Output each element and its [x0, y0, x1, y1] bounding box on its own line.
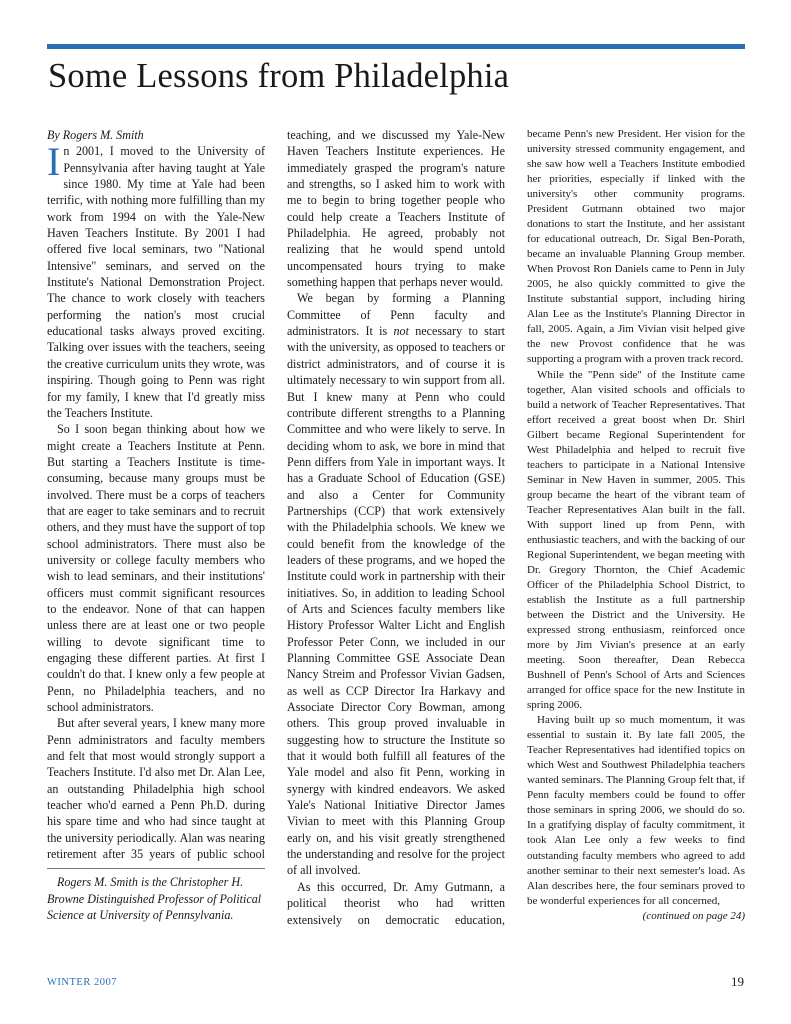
paragraph-6: While the "Penn side" of the Institute came together, Alan visited schools and officials to build a network of Teacher Representatives. That effort received a great boost when Dr. Shirl Gilbert became Regional Superintendent for West Philadelphia and helped to recruit five teachers to participate in a National Intensive Seminar in New Haven in summer, 2005. This group became the heart of the vibrant team of Teacher Representatives Alan built in the fall. With support lined up from Penn, with enthusiastic teachers, and with the backing of our Regional Superintendent, we began meeting with Dr. Gregory Thornton, the Chief Academic Officer of the Philadelphia School District, to establish the Institute as a full partnership between the District and the University. He expressed strong enthusiasm, reinforced once more by Jim Vivian's presence at an early meeting. Soon thereafter, Dean Rebecca Bushnell of Penn's School of Arts and Sciences arranged for office space for the new Institute in spring 2006. — [527, 368, 745, 712]
paragraph-3: But after several years, I knew many more Penn administrators and faculty members and felt that most would strongly support a Teachers Institute. I'd also met Dr. Alan Lee, an outstanding Philadelphia high school teacher who'd earned a Penn Ph.D. during his spare time and who had since taught at the university periodically. Alan was nearing retirement after 35 years of public school — [47, 716, 265, 862]
header-rule — [47, 44, 745, 49]
paragraph-1-text: n 2001, I moved to the University of Pennsylvania after having taught at Yale since 1980. My time at Yale had been terrific, with nothing more fulfilling than my work from 1994 on with the Yale-New Haven Teachers Institute. By 2001 I had offered five local seminars, two "National Intensive" seminars, and served on the Institute's National Demonstration Project. The chance to work closely with teachers performing the nation's most crucial educational tasks always proved exciting. Talking over issues with the teachers, seeing the creative curriculum units they wrote, was inspiring. Though going to Penn was right for my family, I knew that I'd greatly miss the Teachers Institute. — [47, 144, 265, 420]
column-2 — [287, 127, 505, 928]
drop-cap: I — [47, 139, 61, 185]
paragraph-1 — [47, 139, 265, 421]
author-bio: Rogers M. Smith is the Christopher H. Browne Distinguished Professor of Political Science at University of Pennsylvania. — [47, 875, 262, 923]
page-number: 19 — [731, 974, 744, 989]
paragraph-5: As this occurred, Dr. Amy Gutmann, a political theorist who had written extensively on democratic education, — [287, 879, 505, 927]
column-3 — [527, 127, 745, 924]
paragraph-3-continued: teaching, and we discussed my Yale-New Haven Teachers Institute experiences. He immediately grasped the program's nature and strengths, so I asked him to work with me to begin to bring together people who could help create a Teachers Institute of Philadelphia. He agreed, probably not realizing that he would spend untold uncompensated hours trying to make something happen that perhaps never would. — [287, 128, 505, 290]
paragraph-2: So I soon began thinking about how we might create a Teachers Institute at Penn. But starting a Teachers Institute is time-consuming, because many groups must be involved. There must be a corps of teachers that are eager to take seminars and to recruit others, and they must have the support of top school administrators. There must also be university or college faculty members who wish to lead seminars, and their institutions' officers must commit significant resources to the endeavor. None of that can happen unless there are at least one or two people willing to devote significant time to engaging these different parties. At first I couldn't do that. I knew only a few people at Penn, no Philadelphia teachers, and no school administrators. — [47, 422, 265, 715]
issue-label: WINTER 2007 — [47, 977, 117, 988]
paragraph-5-continued: became Penn's new President. Her vision for the university stressed community engagement, and she saw how well a Teachers Institute embodied her priorities, especially if linked with the university's other community programs. President Gutmann obtained two major donations to start the Institute, and her assistant for educational outreach, Dr. Sigal Ben-Porath, became an invaluable Planning Group member. When Provost Ron Daniels came to Penn in July 2005, he also quickly committed to give the Institute substantial support, including hiring Alan Lee as the Institute's Planning Director in fall, 2005. Again, a Jim Vivian visit helped give the new Provost confidence that he was supporting a program with a proven track record. — [527, 128, 745, 366]
paragraph-4 — [287, 290, 505, 878]
continued-note: (continued on page 24) — [642, 909, 745, 922]
paragraph-4-emphasis: not — [393, 324, 409, 339]
article-title: Some Lessons from Philadelphia — [48, 57, 510, 95]
paragraph-4-text-a: We began by forming a Planning Committee of Penn faculty and administrators. It is — [287, 291, 505, 339]
column-1 — [47, 127, 265, 924]
paragraph-7: Having built up so much momentum, it was essential to sustain it. By late fall 2005, the Teacher Representatives had identified topics on which West and Southwest Philadelphia teachers wanted seminars. The Planning Group felt that, if Penn faculty members could be found to offer those seminars in spring 2006, we should do so. In a gratifying display of faculty commitment, it took Alan Lee only a few weeks to find outstanding faculty members who agreed to add another seminar to their next semester's load. As Alan describes here, the four seminars proved to be wonderful experiences for all concerned, — [527, 714, 745, 907]
byline: By Rogers M. Smith — [47, 128, 144, 142]
paragraph-4-text-b: necessary to start with the university, as opposed to teachers or district administrators, and of course it is ultimately necessary to win support from all. But I knew many at Penn who could contribute different strengths to a Planning Committee and who were likely to serve. In deciding whom to ask, we bore in mind that Penn differs from Yale in important ways. It has a Graduate School of Education (GSE) and also a Center for Community Partnerships (CCP) that work extensively with the Philadelphia schools. We knew we could benefit from the knowledge of the leaders of these programs, and we hoped the Institute could work in partnership with their initiatives. So, in addition to leading School of Arts and Sciences faculty members like History Professor Walter Licht and English Professor Peter Conn, we included in our Planning Committee GSE Associate Dean Nancy Streim and Professor Vivian Gadsen, as well as CCP Director Ira Harkavy and Associate Director Cory Bowman, among others. This group proved invaluable in suggesting how to structure the Institute so that it would both fulfill all features of the Yale model and also fit Penn, working in synergy with kindred endeavors. We asked Yale's National Initiative Director James Vivian to meet with this Planning Group early on, and his visit greatly strengthened the understanding and resolve for the project of all involved. — [287, 324, 505, 878]
bio-divider — [47, 868, 265, 869]
